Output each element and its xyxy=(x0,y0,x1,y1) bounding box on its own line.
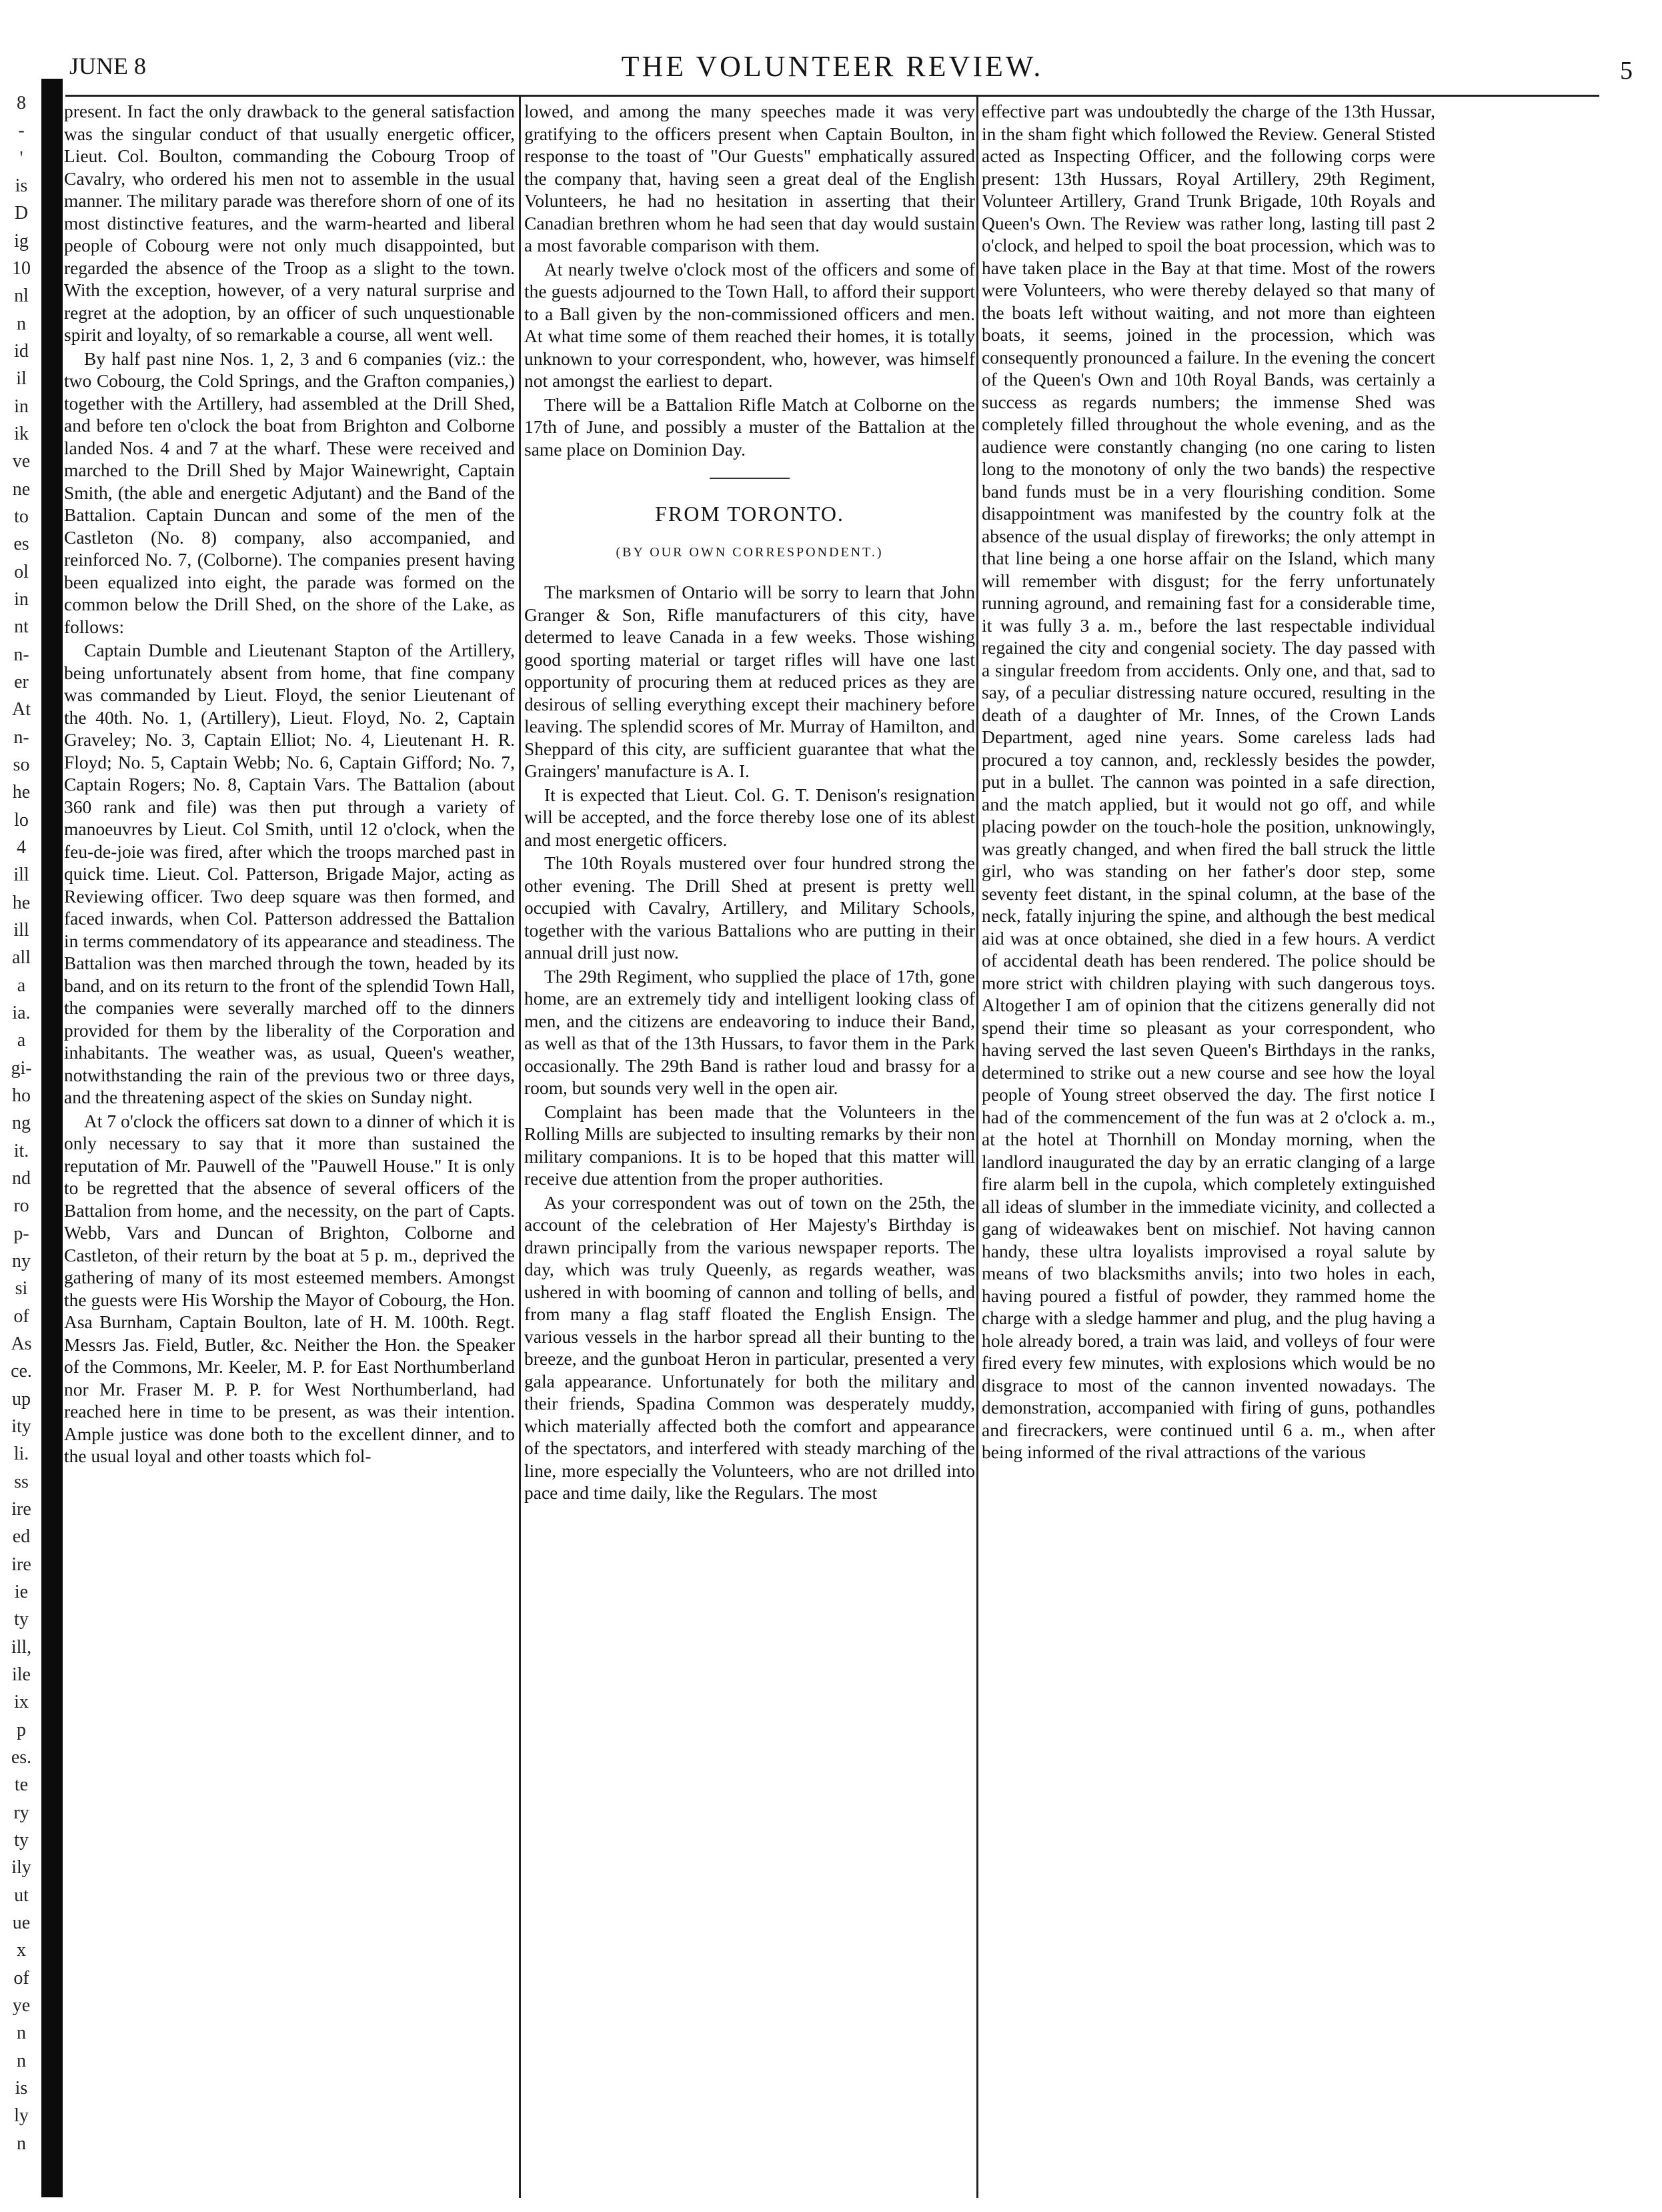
margin-fragment: ire xyxy=(11,1555,31,1575)
column-3 xyxy=(982,100,1435,2201)
margin-fragment: At xyxy=(12,700,31,720)
margin-fragment: 10 xyxy=(12,259,31,279)
margin-fragment: nd xyxy=(12,1169,31,1189)
margin-fragment: 8 xyxy=(17,93,26,113)
column-rule xyxy=(519,97,521,2198)
margin-fragment: ut xyxy=(14,1886,29,1906)
margin-fragment: ho xyxy=(12,1086,31,1106)
margin-fragment: it. xyxy=(13,1141,29,1161)
left-margin-fragments xyxy=(0,93,40,2195)
margin-fragment: all xyxy=(12,948,31,968)
column-rule xyxy=(976,97,978,2198)
paragraph: At 7 o'clock the officers sat down to a dinner of which it is only necessary to say that it more than sustained the reputation of Mr. Pauwell of the "Pauwell House." It is only to be regretted that the absence of several officers of the Battalion from home, and the necessity, on the part of Capts. Webb, Vars and Duncan of Brighton, Colborne and Castleton, of their return by the boat at 5 p. m., deprived the gathering of many of its most esteemed members. Amongst the guests were His Worship the Mayor of Cobourg, the Hon. Asa Burnham, Captain Boulton, late of H. M. 100th. Regt. Messrs Jas. Field, Butler, &c. Neither the Hon. the Speaker of the Commons, Mr. Keeler, M. P. for East Northumberland nor Mr. Fraser M. P. P. for West Northumberland, had reached here in time to be present, as was their intention. Ample justice was done both to the excellent dinner, and to the usual loyal and other toasts which fol- xyxy=(64,1110,515,1466)
binding-edge xyxy=(41,79,63,2197)
column-2 xyxy=(524,100,975,2201)
margin-fragment: ye xyxy=(12,1996,31,2016)
margin-fragment: ill xyxy=(13,865,29,885)
margin-fragment: gi- xyxy=(11,1059,32,1079)
margin-fragment: n- xyxy=(13,728,29,748)
margin-fragment: ue xyxy=(12,1913,31,1933)
paragraph: Captain Dumble and Lieutenant Stapton of the Artillery, being unfortunately absent from home, that fine company was commanded by Lieut. Floyd, the senior Lieutenant of the 40th. No. 1, (Artillery), Lieut. Floyd, No. 2, Captain Graveley; No. 3, Captain Elliot; No. 4, Lieutenant H. R. Floyd; No. 5, Captain Webb; No. 6, Captain Gifford; No. 7, Captain Rogers; No. 8, Captain Vars. The Battalion (about 360 rank and file) was then put through a variety of manoeuvres by Lieut. Col Smith, until 12 o'clock, when the feu-de-joie was fired, after which the troops marched past in quick time. Lieut. Col. Patterson, Brigade Major, acting as Reviewing officer. Two deep square was then formed, and faced inwards, when Col. Patterson addressed the Battalion in terms commendatory of its appearance and steadiness. The Battalion was then marched through the town, headed by its band, and on its return to the front of the splendid Town Hall, the companies were severally marched off to the dinners provided for them by the liberality of the Corporation and inhabitants. The weather was, as usual, Queen's weather, notwithstanding the rain of the previous two or three days, and the threatening aspect of the skies on Sunday night. xyxy=(64,640,515,1107)
margin-fragment: ed xyxy=(12,1527,31,1547)
paragraph: As your correspondent was out of town on the 25th, the account of the celebration of Her Majesty's Birthday is drawn principally from the various newspaper reports. The day, which was truly Queenly, as regards weather, was ushered in with booming of cannon and tolling of bells, and from many a flag staff floated the English Ensign. The various vessels in the harbor spread all their bunting to the breeze, and the gunboat Heron in particular, presented a very gala appearance. Unfortunately for both the military and their friends, Spadina Common was desperately muddy, which materially affected both the comfort and appearance of the spectators, and interfered with steady marching of the line, more especially the Volunteers, who are not drilled into pace and time daily, like the Regulars. The most xyxy=(524,1191,975,1503)
margin-fragment: to xyxy=(14,507,29,527)
margin-fragment: es xyxy=(13,534,29,554)
margin-fragment: 4 xyxy=(17,838,26,858)
margin-fragment: te xyxy=(14,1775,29,1795)
margin-fragment: he xyxy=(12,782,31,802)
paragraph: present. In fact the only drawback to the general satisfaction was the singular conduct of that usually energetic officer, Lieut. Col. Boulton, commanding the Cobourg Troop of Cavalry, who ordered his men not to assemble in the usual manner. The military parade was therefore shorn of one of its most distinctive features, and the warm-hearted and liberal people of Cobourg were not only much disappointed, but regarded the absence of the Troop as a slight to the town. With the exception, however, of a very natural surprise and regret at the adoption, by an officer of such unquestionable spirit and loyalty, of so remarkable a course, all went well. xyxy=(64,101,515,345)
margin-fragment: ik xyxy=(14,424,29,444)
margin-fragment: ly xyxy=(14,2106,29,2126)
margin-fragment: p- xyxy=(13,1224,29,1244)
margin-fragment: p xyxy=(17,1720,26,1740)
header-rule xyxy=(65,95,1599,97)
page-header xyxy=(65,49,1633,89)
margin-fragment: er xyxy=(14,672,29,692)
margin-fragment: ry xyxy=(13,1803,29,1823)
paragraph: There will be a Battalion Rifle Match at Colborne on the 17th of June, and possibly a muster of the Battalion at the same place on Dominion Day. xyxy=(524,394,975,460)
margin-fragment: ile xyxy=(12,1665,31,1685)
margin-fragment: ity xyxy=(11,1417,31,1437)
margin-fragment: ve xyxy=(12,452,31,472)
publication-title: THE VOLUNTEER REVIEW. xyxy=(621,50,1044,83)
margin-fragment: es. xyxy=(11,1748,32,1768)
margin-fragment: ia. xyxy=(12,1003,31,1023)
margin-fragment: n- xyxy=(13,645,29,665)
margin-fragment: li. xyxy=(13,1444,29,1464)
margin-fragment: ro xyxy=(13,1196,29,1216)
margin-fragment: of xyxy=(13,1307,29,1327)
paragraph: It is expected that Lieut. Col. G. T. Denison's resignation will be accepted, and the force thereby lose one of its ablest and most energetic officers. xyxy=(524,784,975,850)
margin-fragment: il xyxy=(16,369,27,389)
margin-fragment: nt xyxy=(14,617,29,637)
margin-fragment: ne xyxy=(12,480,31,500)
paragraph: effective part was undoubtedly the charge of the 13th Hussar, in the sham fight which followed the Review. General Stisted acted as Inspecting Officer, and the following corps were present: 13th Hussars, Royal Artillery, 29th Regiment, Volunteer Artillery, Grand Trunk Brigade, 10th Royals and Queen's Own. The Review was rather long, lasting till past 2 o'clock, and helped to spoil the boat procession, which was to have taken place in the Bay at that time. Most of the rowers were Volunteers, who were thereby delayed so that many of the boats left without waiting, and not more than eighteen boats, it seems, joined in the procession, which was consequently pronounced a failure. In the evening the concert of the Queen's Own and 10th Royal Bands, was certainly a success as regards numbers; the immense Shed was completely filled throughout the whole evening, and as the audience were constantly changing (no one caring to listen long to the monotony of only the two bands) the respective band funds must be in a very flourishing condition. Some disappointment was manifested by the country folk at the absence of the usual display of fireworks; the only attempt in that line being a one horse affair on the Island, which many will remember with disgust; for the ferry unfortunately running aground, and remaining fast for a considerable time, it was fully 3 a. m., before the last respectable individual regained the city and congenial society. The day passed with a singular freedom from accidents. Only one, and that, sad to say, of a peculiar distressing nature occured, resulting in the death of a daughter of Mr. Innes, of the Crown Lands Department, aged nine years. Some careless lads had procured a toy cannon, and, recklessly besides the powder, put in a bullet. The cannon was pointed in a safe direction, and the match applied, but it would not go off, and while placing powder on the touch-hole the position, unknowingly, was greatly changed, and when fired the ball struck the little girl, who was standing on her father's door step, some seventy feet distant, in the spinal column, at the base of the neck, fatally injuring the spine, and although the best medical aid was at once obtained, she died in a few hours. A verdict of accidental death has been rendered. The police should be more strict with children playing with such dangerous toys. Altogether I am of opinion that the citizens generally did not spend their time so pleasant as your correspondent, who having served the last seven Queen's Birthdays in the ranks, determined to strike out a new course and see how the loyal people of Young street observed the day. The first notice I had of the commencement of the fun was at 2 o'clock a. m., at the hotel at Thornhill on Monday morning, when the landlord inaugurated the day by an erratic clanging of a large fire alarm bell in the cupola, which completely extinguished all ideas of slumber in the immediate vicinity, and collected a gang of wideawakes bent on mischief. Not having cannon handy, these ultra loyalists improvised a royal salute by means of two blacksmiths anvils; into two holes in each, having poured a fistful of powder, they rammed home the charge with a sledge hammer and plug, and the plug having a hole already bored, a train was laid, and volleys of four were fired every few minutes, with explosions which would be no disgrace to most of the cannon invented nowadays. The demonstration, accompanied with firing of guns, pothandles and firecrackers, were continued until 6 a. m., when after being informed of the rival attractions of the various xyxy=(982,101,1435,1462)
margin-fragment: in xyxy=(14,397,29,417)
margin-fragment: in xyxy=(14,590,29,610)
margin-fragment: D xyxy=(14,203,29,223)
margin-fragment: so xyxy=(13,755,30,775)
margin-fragment: ill, xyxy=(11,1638,32,1658)
column-1 xyxy=(64,100,515,2201)
margin-fragment: ire xyxy=(11,1500,31,1520)
margin-fragment: ol xyxy=(14,562,29,582)
paragraph: Complaint has been made that the Volunteers in the Rolling Mills are subjected to insulting remarks by their non military companions. It is to be hoped that this matter will receive due attention from the proper authorities. xyxy=(524,1101,975,1189)
paragraph: The 29th Regiment, who supplied the place of 17th, gone home, are an extremely tidy and intelligent looking class of men, and the citizens are endeavoring to induce their Band, as well as that of the 13th Hussars, to favor them in the Park occasionally. The 29th Band is rather loud and brassy for a room, but sounds very well in the open air. xyxy=(524,965,975,1098)
margin-fragment: a xyxy=(17,976,26,996)
paragraph: At nearly twelve o'clock most of the officers and some of the guests adjourned to the Town Hall, to afford their support to a Ball given by the non-commissioned officers and men. At what time some of them reached their homes, it is totally unknown to your correspondent, who, however, was himself not amongst the earliest to depart. xyxy=(524,258,975,391)
margin-fragment: si xyxy=(15,1279,28,1299)
margin-fragment: ig xyxy=(14,231,29,251)
margin-fragment: ce. xyxy=(11,1361,32,1381)
margin-fragment: ix xyxy=(14,1692,29,1712)
margin-fragment: id xyxy=(14,342,29,362)
margin-fragment: ng xyxy=(12,1113,31,1133)
paragraph: By half past nine Nos. 1, 2, 3 and 6 companies (viz.: the two Cobourg, the Cold Springs, and the Grafton companies,) together with the Artillery, had assembled at the Drill Shed, and before ten o'clock the boat from Brighton and Colborne landed Nos. 4 and 7 at the wharf. These were received and marched to the Drill Shed by Major Wainewright, Captain Smith, (the able and energetic Adjutant) and the Band of the Battalion. Captain Duncan and some of the men of the Castleton (No. 8) company, also accompanied, and reinforced No. 7, (Colborne). The companies present having been equalized into eight, the parade was formed on the common below the Drill Shed, on the shore of the Lake, as follows: xyxy=(64,348,515,637)
margin-fragment: n xyxy=(17,2023,26,2043)
margin-fragment: is xyxy=(15,2079,28,2099)
margin-fragment: a xyxy=(17,1031,26,1051)
margin-fragment: is xyxy=(15,176,28,196)
margin-fragment: ty xyxy=(14,1610,29,1630)
margin-fragment: ny xyxy=(12,1251,31,1271)
margin-fragment: he xyxy=(12,893,31,913)
paragraph: lowed, and among the many speeches made it was very gratifying to the officers present when Captain Boulton, in response to the toast of "Our Guests" emphatically assured the company that, having seen a great deal of the English Volunteers, he had no hesitation in asserting that their Canadian brethren whom he had seen that day would sustain a most favorable comparison with them. xyxy=(524,101,975,255)
margin-fragment: - xyxy=(18,121,25,141)
margin-fragment: ie xyxy=(14,1582,29,1602)
paragraph: The marksmen of Ontario will be sorry to learn that John Granger & Son, Rifle manufacturers of this city, have determed to leave Canada in a few weeks. Those wishing good sporting material or target rifles will have one last opportunity of procuring them at reduced prices as they are desirous of selling everything except their machinery before leaving. The splendid scores of Mr. Murray of Hamilton, and Sheppard of this city, are sufficient guarantee that what the Graingers' manufacture is A. I. xyxy=(524,582,975,781)
margin-fragment: lo xyxy=(14,810,29,831)
header-date: JUNE 8 xyxy=(69,53,146,79)
margin-fragment: ty xyxy=(14,1830,29,1850)
margin-fragment: up xyxy=(12,1390,31,1410)
margin-fragment: nl xyxy=(14,286,29,306)
section-title: FROM TORONTO. xyxy=(655,502,844,526)
margin-fragment: n xyxy=(17,314,26,334)
margin-fragment: ill xyxy=(13,921,29,941)
margin-fragment: ily xyxy=(11,1858,31,1878)
margin-fragment: n xyxy=(17,2051,26,2071)
margin-fragment: of xyxy=(13,1969,29,1989)
margin-fragment: n xyxy=(17,2134,26,2154)
margin-fragment: x xyxy=(17,1941,26,1961)
page-number: 5 xyxy=(1620,57,1633,85)
margin-fragment: As xyxy=(11,1334,32,1354)
paragraph: The 10th Royals mustered over four hundred strong the other evening. The Drill Shed at present is pretty well occupied with Cavalry, Artillery, and Military Schools, together with the various Battalions who are putting in their annual drill just now. xyxy=(524,853,975,963)
margin-fragment: ss xyxy=(14,1472,29,1492)
section-divider xyxy=(710,478,790,479)
margin-fragment: ' xyxy=(19,149,23,169)
section-byline: (BY OUR OWN CORRESPONDENT.) xyxy=(616,544,884,560)
